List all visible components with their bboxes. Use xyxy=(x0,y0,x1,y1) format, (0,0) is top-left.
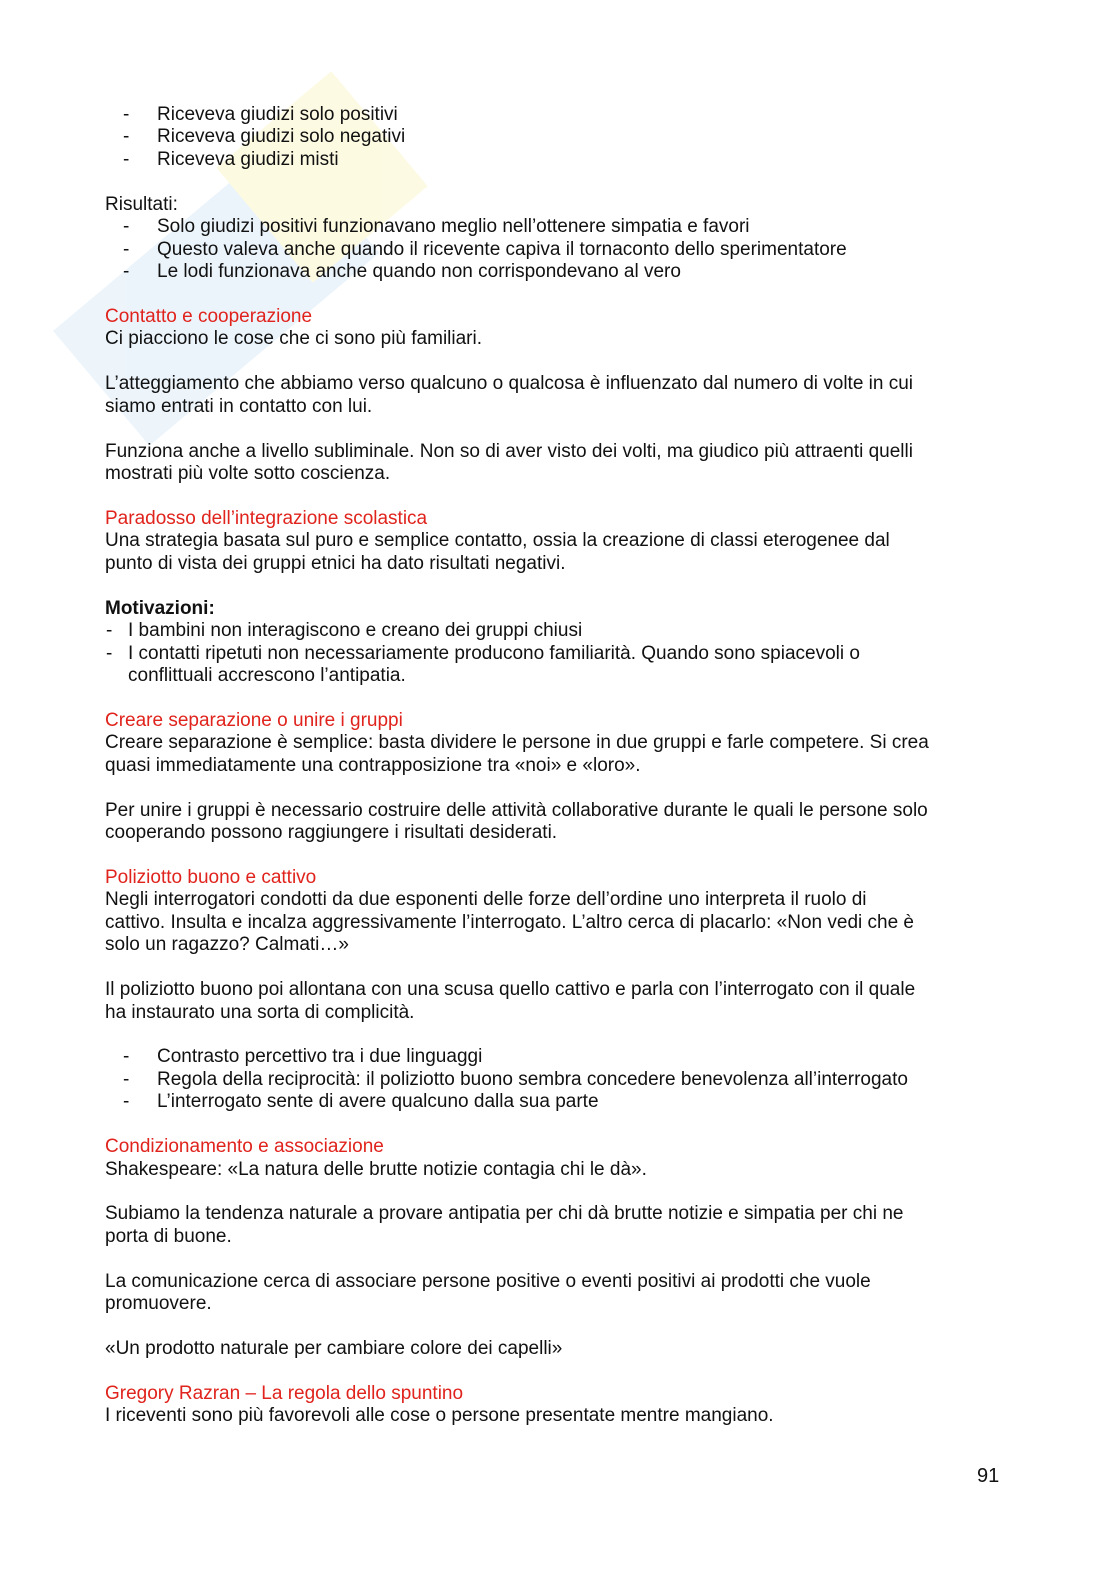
line-text: Shakespeare: «La natura delle brutte notizie contagia chi le dà». xyxy=(105,1158,647,1180)
paragraph-line xyxy=(105,530,1085,552)
line-text: Subiamo la tendenza naturale a provare antipatia per chi dà brutte notizie e simpatia per chi ne xyxy=(105,1203,904,1225)
line-text: Solo giudizi positivi funzionavano meglio nell’ottenere simpatia e favori xyxy=(157,216,750,238)
paragraph-line xyxy=(105,800,1085,822)
bullet-dash: - xyxy=(123,261,130,283)
line-text: Per unire i gruppi è necessario costruire delle attività collaborative durante le quali le persone solo xyxy=(105,799,928,821)
line-text: Ci piacciono le cose che ci sono più familiari. xyxy=(105,328,483,350)
bullet-dash: - xyxy=(123,238,130,260)
paragraph-line xyxy=(105,822,1085,844)
line-text: Una strategia basata sul puro e semplice contatto, ossia la creazione di classi eterogenee dal xyxy=(105,530,890,552)
list-item xyxy=(105,239,1085,261)
blank-line xyxy=(105,575,1085,597)
paragraph-line xyxy=(105,1226,1085,1248)
bullet-dash: - xyxy=(123,216,130,238)
line-text: Condizionamento e associazione xyxy=(105,1136,384,1158)
section-heading xyxy=(105,1136,1085,1158)
line-text: Negli interrogatori condotti da due esponenti delle forze dell’ordine uno interpreta il ruolo di xyxy=(105,889,867,911)
section-heading xyxy=(105,306,1085,328)
line-text: I riceventi sono più favorevoli alle cose o persone presentate mentre mangiano. xyxy=(105,1405,774,1427)
line-text: Paradosso dell’integrazione scolastica xyxy=(105,507,428,529)
paragraph-line xyxy=(105,979,1085,1001)
page-number: 91 xyxy=(977,1465,1000,1487)
line-text: Contrasto percettivo tra i due linguaggi xyxy=(157,1046,483,1068)
list-item xyxy=(105,1069,1085,1091)
section-heading xyxy=(105,508,1085,530)
blank-line xyxy=(105,957,1085,979)
paragraph-line xyxy=(105,1203,1085,1225)
blank-line xyxy=(105,351,1085,373)
line-text: Riceveva giudizi solo positivi xyxy=(157,104,398,125)
blank-line xyxy=(105,1248,1085,1270)
line-text: Riceveva giudizi solo negativi xyxy=(157,126,406,148)
line-text: Le lodi funzionava anche quando non corrispondevano al vero xyxy=(157,261,681,283)
paragraph-line xyxy=(105,732,1085,754)
list-item xyxy=(105,620,1085,642)
paragraph-line xyxy=(105,934,1085,956)
bullet-dash: - xyxy=(123,1046,130,1068)
list-item xyxy=(105,126,1085,148)
paragraph-line xyxy=(105,553,1085,575)
blank-line xyxy=(105,485,1085,507)
blank-line xyxy=(105,1361,1085,1383)
list-item-continuation xyxy=(105,665,1085,687)
line-text: conflittuali accrescono l’antipatia. xyxy=(128,664,406,686)
bullet-dash: - xyxy=(123,148,130,170)
blank-line xyxy=(105,1316,1085,1338)
blank-line xyxy=(105,171,1085,193)
line-text: Regola della reciprocità: il poliziotto buono sembra concedere benevolenza all’interrogato xyxy=(157,1068,908,1090)
line-text: Creare separazione è semplice: basta dividere le persone in due gruppi e farle competere. Si crea xyxy=(105,732,929,754)
line-text: cattivo. Insulta e incalza aggressivamente l’interrogato. L’altro cerca di placarlo: «Non vedi che è xyxy=(105,911,914,933)
line-text: Risultati: xyxy=(105,193,178,215)
paragraph-line xyxy=(105,1405,1085,1427)
line-text: I contatti ripetuti non necessariamente producono familiarità. Quando sono spiacevoli o xyxy=(128,642,860,664)
line-text: Il poliziotto buono poi allontana con una scusa quello cattivo e parla con l’interrogato con il quale xyxy=(105,979,916,1001)
blank-line xyxy=(105,687,1085,709)
paragraph-line xyxy=(105,441,1085,463)
line-text: L’interrogato sente di avere qualcuno dalla sua parte xyxy=(157,1091,599,1113)
line-text: Questo valeva anche quando il ricevente capiva il tornaconto dello sperimentatore xyxy=(157,238,847,260)
section-heading xyxy=(105,867,1085,889)
line-text: La comunicazione cerca di associare persone positive o eventi positivi ai prodotti che vuole xyxy=(105,1270,871,1292)
list-item xyxy=(105,104,1085,126)
paragraph-line xyxy=(105,373,1085,395)
bullet-dash: - xyxy=(106,642,113,664)
line-text: mostrati più volte sotto coscienza. xyxy=(105,463,391,484)
paragraph-line xyxy=(105,1159,1085,1181)
bullet-dash: - xyxy=(106,620,113,642)
line-text: Creare separazione o unire i gruppi xyxy=(105,709,403,731)
paragraph-line xyxy=(105,1271,1085,1293)
line-text: Riceveva giudizi misti xyxy=(157,148,339,170)
blank-line xyxy=(105,844,1085,866)
line-text: porta di buone. xyxy=(105,1225,232,1247)
bullet-dash: - xyxy=(123,104,130,125)
list-item xyxy=(105,1091,1085,1113)
blank-line xyxy=(105,1024,1085,1046)
list-item xyxy=(105,643,1085,665)
paragraph-line xyxy=(105,396,1085,418)
section-heading xyxy=(105,710,1085,732)
blank-line xyxy=(105,418,1085,440)
bullet-dash: - xyxy=(123,1068,130,1090)
paragraph-line xyxy=(105,328,1085,350)
list-item xyxy=(105,149,1085,171)
blank-line xyxy=(105,284,1085,306)
line-text: Motivazioni: xyxy=(105,597,215,619)
line-text: quasi immediatamente una contrapposizione tra «noi» e «loro». xyxy=(105,754,641,776)
paragraph-line xyxy=(105,194,1085,216)
blank-line xyxy=(105,1181,1085,1203)
line-text: promuovere. xyxy=(105,1293,212,1315)
list-item xyxy=(105,216,1085,238)
paragraph-line xyxy=(105,1338,1085,1360)
line-text: I bambini non interagiscono e creano dei gruppi chiusi xyxy=(128,620,583,642)
document-body xyxy=(105,104,1085,1428)
bold-label xyxy=(105,598,1085,620)
blank-line xyxy=(105,1114,1085,1136)
list-item xyxy=(105,1046,1085,1068)
bullet-dash: - xyxy=(123,1091,130,1113)
line-text: punto di vista dei gruppi etnici ha dato risultati negativi. xyxy=(105,552,566,574)
line-text: Gregory Razran – La regola dello spuntino xyxy=(105,1382,464,1404)
line-text: Poliziotto buono e cattivo xyxy=(105,866,317,888)
list-item xyxy=(105,261,1085,283)
paragraph-line xyxy=(105,889,1085,911)
line-text: siamo entrati in contatto con lui. xyxy=(105,395,373,417)
line-text: Contatto e cooperazione xyxy=(105,305,313,327)
line-text: Funziona anche a livello subliminale. Non so di aver visto dei volti, ma giudico più attraenti quelli xyxy=(105,440,913,462)
paragraph-line xyxy=(105,755,1085,777)
paragraph-line xyxy=(105,1002,1085,1024)
section-heading xyxy=(105,1383,1085,1405)
paragraph-line xyxy=(105,463,1085,485)
paragraph-line xyxy=(105,1293,1085,1315)
bullet-dash: - xyxy=(123,126,130,148)
line-text: L’atteggiamento che abbiamo verso qualcuno o qualcosa è influenzato dal numero di volte in cui xyxy=(105,373,914,395)
line-text: «Un prodotto naturale per cambiare colore dei capelli» xyxy=(105,1338,563,1360)
line-text: ha instaurato una sorta di complicità. xyxy=(105,1001,415,1023)
blank-line xyxy=(105,777,1085,799)
line-text: solo un ragazzo? Calmati…» xyxy=(105,934,349,956)
line-text: cooperando possono raggiungere i risultati desiderati. xyxy=(105,822,558,843)
paragraph-line xyxy=(105,912,1085,934)
